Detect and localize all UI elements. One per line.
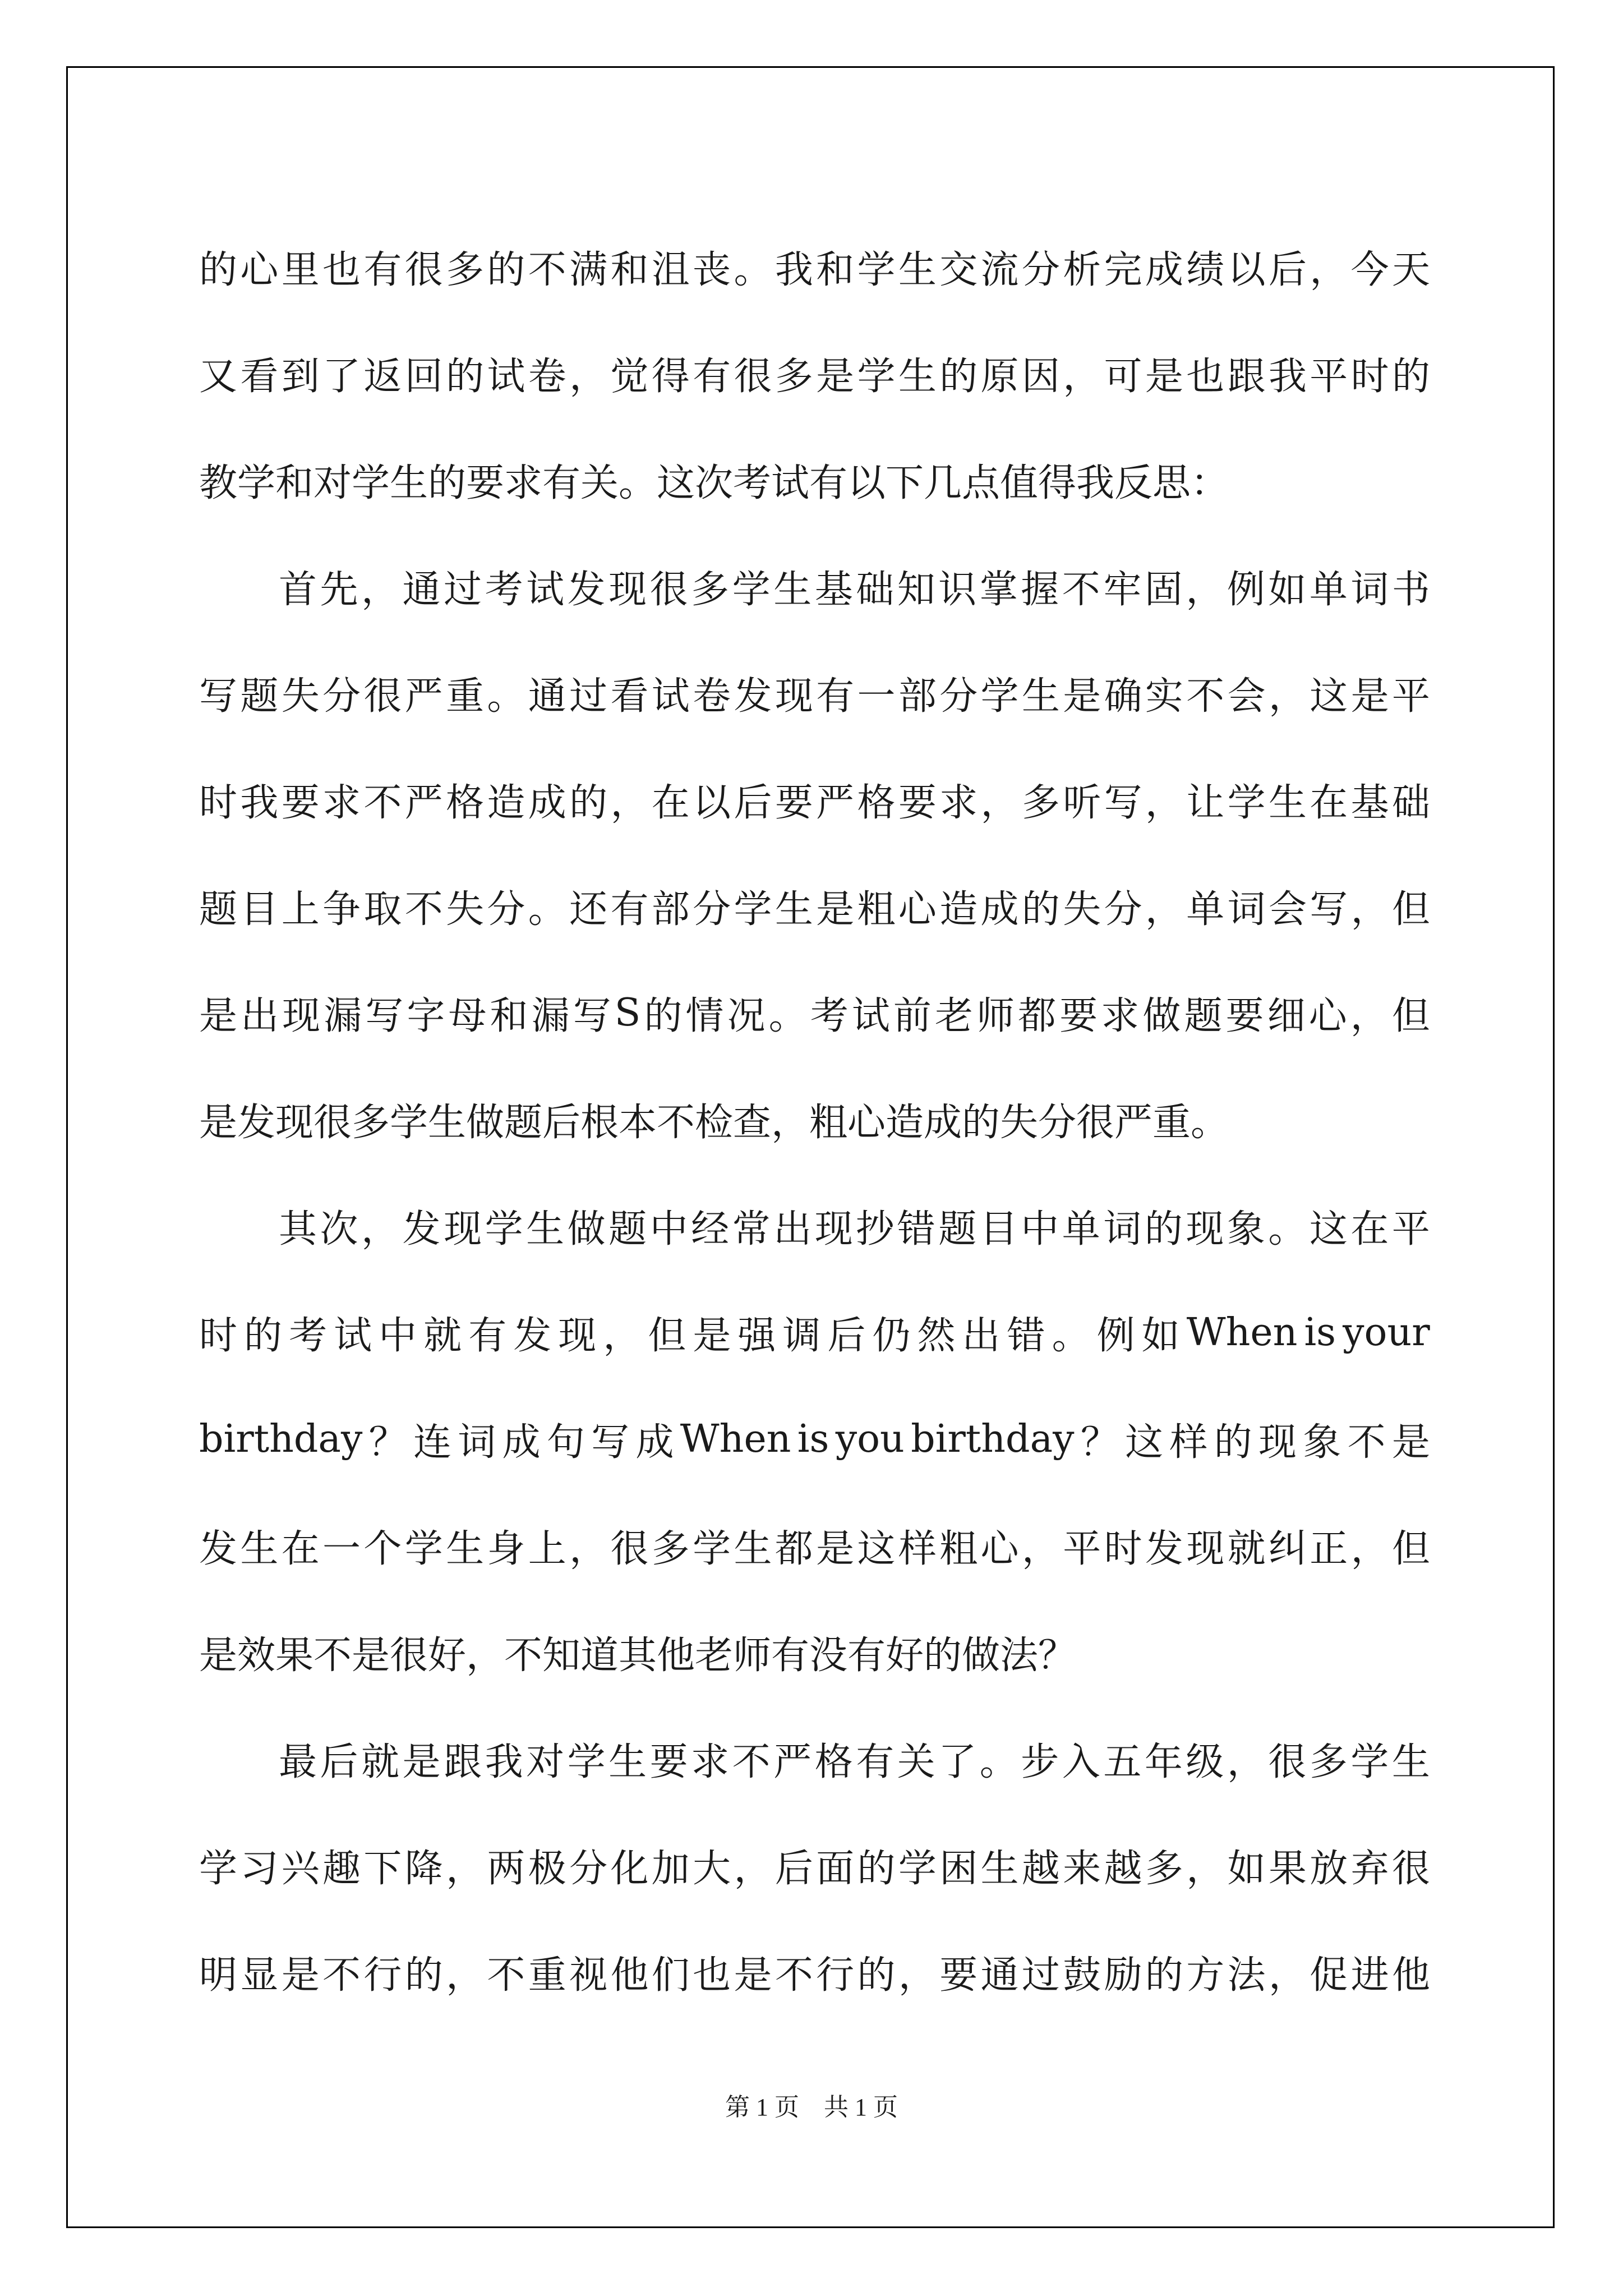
text-line: 又 看 到 了 返 回 的 试 卷 ， 觉 得 有 很 多 是 学 生 的 原 因 ， 可 是 也 跟 我 平 时 的 [199, 354, 1430, 399]
text-line: 是效果不是很好，不知道其他老师有没有好的做法？ [199, 1633, 1077, 1678]
text-line: 学 习 兴 趣 下 降 ， 两 极 分 化 加 大 ， 后 面 的 学 困 生 越 来 越 多 ， 如 果 放 弃 很 [199, 1846, 1430, 1891]
text-line: birthday ？ 连 词 成 句 写 成 When is you birthday ？ 这 样 的 现 象 不 是 [199, 1416, 1430, 1465]
text-line: 最 后 就 是 跟 我 对 学 生 要 求 不 严 格 有 关 了 。 步 入 五 年 级 ， 很 多 学 生 [279, 1740, 1430, 1784]
document-body [199, 213, 1430, 2025]
text-line: 其 次 ， 发 现 学 生 做 题 中 经 常 出 现 抄 错 题 目 中 单 词 的 现 象 。 这 在 平 [279, 1207, 1430, 1251]
text-line: 时 我 要 求 不 严 格 造 成 的 ， 在 以 后 要 严 格 要 求 ， 多 听 写 ， 让 学 生 在 基 础 [199, 780, 1430, 825]
text-line: 发 生 在 一 个 学 生 身 上 ， 很 多 学 生 都 是 这 样 粗 心 ， 平 时 发 现 就 纠 正 ， 但 [199, 1526, 1430, 1571]
page-number: 第 1 页 共 1 页 [725, 2093, 898, 2121]
text-line: 题 目 上 争 取 不 失 分 。 还 有 部 分 学 生 是 粗 心 造 成 的 失 分 ， 单 词 会 写 ， 但 [199, 887, 1430, 932]
text-line: 明 显 是 不 行 的 ， 不 重 视 他 们 也 是 不 行 的 ， 要 通 过 鼓 励 的 方 法 ， 促 进 他 [199, 1953, 1430, 1998]
text-line: 是 出 现 漏 写 字 母 和 漏 写 S 的 情 况 。 考 试 前 老 师 都 要 求 做 题 要 细 心 ， 但 [199, 990, 1430, 1038]
page-footer [0, 2087, 1623, 2123]
text-line: 时 的 考 试 中 就 有 发 现 ， 但 是 强 调 后 仍 然 出 错 。 例 如 When is your [199, 1310, 1430, 1358]
text-line: 首 先 ， 通 过 考 试 发 现 很 多 学 生 基 础 知 识 掌 握 不 牢 固 ， 例 如 单 词 书 [279, 567, 1430, 612]
text-line: 写 题 失 分 很 严 重 。 通 过 看 试 卷 发 现 有 一 部 分 学 生 是 确 实 不 会 ， 这 是 平 [199, 674, 1430, 719]
text-line: 教学和对学生的要求有关。这次考试有以下几点值得我反思： [199, 461, 1229, 505]
text-line: 的 心 里 也 有 很 多 的 不 满 和 沮 丧 。 我 和 学 生 交 流 分 析 完 成 绩 以 后 ， 今 天 [199, 247, 1430, 292]
text-line: 是发现很多学生做题后根本不检查，粗心造成的失分很严重。 [199, 1100, 1229, 1145]
